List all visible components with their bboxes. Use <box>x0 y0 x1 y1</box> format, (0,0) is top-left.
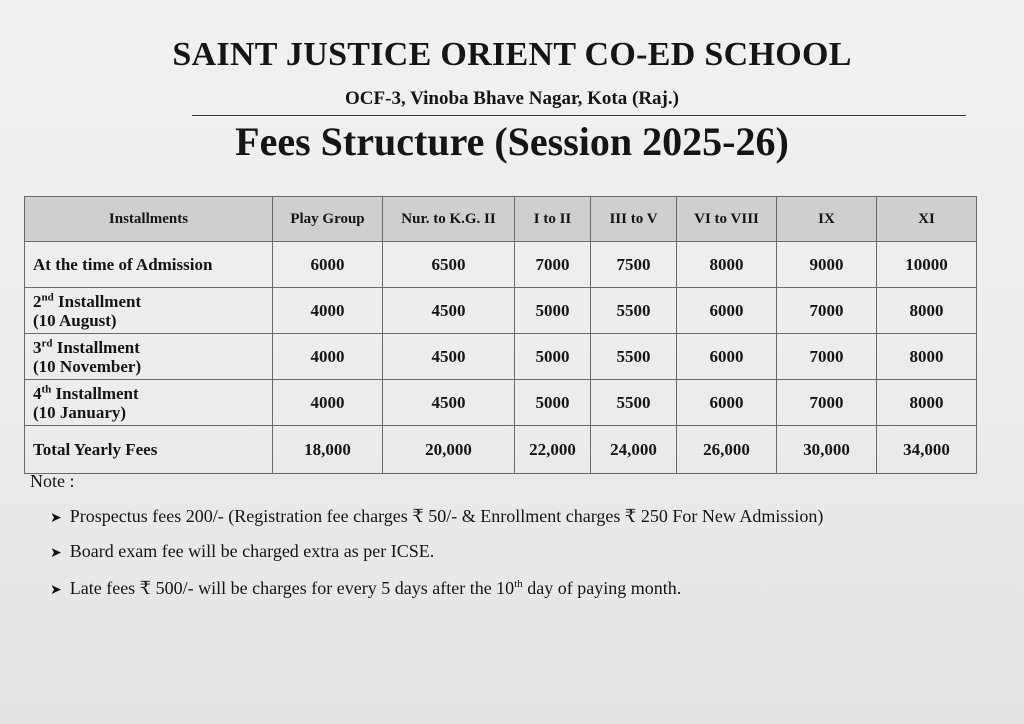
table-cell: 5500 <box>591 334 677 380</box>
table-cell: 8000 <box>677 242 777 288</box>
column-header: VI to VIII <box>677 197 777 242</box>
row-label <box>25 334 273 380</box>
table-row <box>25 380 977 426</box>
installment-word: Installment <box>55 383 139 403</box>
note-text: Prospectus fees 200/- (Registration fee charges ₹ 50/- & Enrollment charges ₹ 250 For New Admission) <box>69 506 824 526</box>
page-title: Fees Structure (Session 2025-26) <box>235 119 789 164</box>
note-item <box>50 506 823 527</box>
installment-date: (10 August) <box>33 310 117 330</box>
table-cell: 5500 <box>591 380 677 426</box>
right-arrowhead-icon: ➤ <box>50 511 62 526</box>
table-cell: 20,000 <box>383 426 515 474</box>
column-header: III to V <box>591 197 677 242</box>
note-text: Late fees ₹ 500/- will be charges for every 5 days after the 10 <box>69 578 515 598</box>
school-name: SAINT JUSTICE ORIENT CO-ED SCHOOL <box>172 36 852 73</box>
table-cell: 8000 <box>877 380 977 426</box>
installment-number: 4 <box>33 383 42 403</box>
header-divider <box>192 115 966 116</box>
total-row <box>25 426 977 474</box>
table-cell: 34,000 <box>877 426 977 474</box>
note-text: Board exam fee will be charged extra as per ICSE. <box>69 541 435 561</box>
right-arrowhead-icon: ➤ <box>50 583 62 598</box>
installment-word: Installment <box>56 337 140 357</box>
installment-date: (10 January) <box>33 402 127 422</box>
table-cell: 9000 <box>777 242 877 288</box>
table-row <box>25 334 977 380</box>
column-header: Play Group <box>273 197 383 242</box>
note-item <box>50 541 434 562</box>
note-label: Note : <box>30 471 75 491</box>
table-cell: 5000 <box>515 334 591 380</box>
column-header: I to II <box>515 197 591 242</box>
column-header: Nur. to K.G. II <box>383 197 515 242</box>
right-arrowhead-icon: ➤ <box>50 546 62 561</box>
table-cell: 5500 <box>591 288 677 334</box>
ordinal-suffix: nd <box>41 290 54 303</box>
table-cell: 7000 <box>777 288 877 334</box>
table-cell: 18,000 <box>273 426 383 474</box>
installment-date: (10 November) <box>33 356 142 376</box>
table-cell: 7000 <box>777 380 877 426</box>
table-cell: 4000 <box>273 288 383 334</box>
table-cell: 4000 <box>273 334 383 380</box>
table-row <box>25 288 977 334</box>
row-label: At the time of Admission <box>25 242 273 288</box>
table-cell: 5000 <box>515 288 591 334</box>
row-label: Total Yearly Fees <box>25 426 273 474</box>
table-cell: 30,000 <box>777 426 877 474</box>
table-cell: 4500 <box>383 288 515 334</box>
table-cell: 4500 <box>383 334 515 380</box>
table-cell: 7500 <box>591 242 677 288</box>
installment-word: Installment <box>58 291 142 311</box>
table-cell: 4000 <box>273 380 383 426</box>
fees-table <box>24 196 977 474</box>
ordinal-suffix: th <box>514 578 523 590</box>
table-cell: 4500 <box>383 380 515 426</box>
table-cell: 7000 <box>777 334 877 380</box>
row-label <box>25 288 273 334</box>
row-label <box>25 380 273 426</box>
table-cell: 26,000 <box>677 426 777 474</box>
table-cell: 6500 <box>383 242 515 288</box>
table-cell: 6000 <box>677 380 777 426</box>
note-text: day of paying month. <box>522 578 682 598</box>
table-cell: 5000 <box>515 380 591 426</box>
installment-number: 3 <box>33 337 42 357</box>
table-header-row <box>25 197 977 242</box>
table-cell: 7000 <box>515 242 591 288</box>
note-item <box>50 578 681 599</box>
ordinal-suffix: th <box>41 382 52 395</box>
column-header: Installments <box>25 197 273 242</box>
school-address: OCF-3, Vinoba Bhave Nagar, Kota (Raj.) <box>345 88 679 109</box>
table-cell: 22,000 <box>515 426 591 474</box>
table-cell: 24,000 <box>591 426 677 474</box>
table-cell: 8000 <box>877 288 977 334</box>
table-cell: 10000 <box>877 242 977 288</box>
table-cell: 6000 <box>677 288 777 334</box>
table-row <box>25 242 977 288</box>
table-cell: 8000 <box>877 334 977 380</box>
installment-number: 2 <box>33 291 42 311</box>
column-header: IX <box>777 197 877 242</box>
table-cell: 6000 <box>273 242 383 288</box>
column-header: XI <box>877 197 977 242</box>
table-cell: 6000 <box>677 334 777 380</box>
ordinal-suffix: rd <box>41 336 53 349</box>
